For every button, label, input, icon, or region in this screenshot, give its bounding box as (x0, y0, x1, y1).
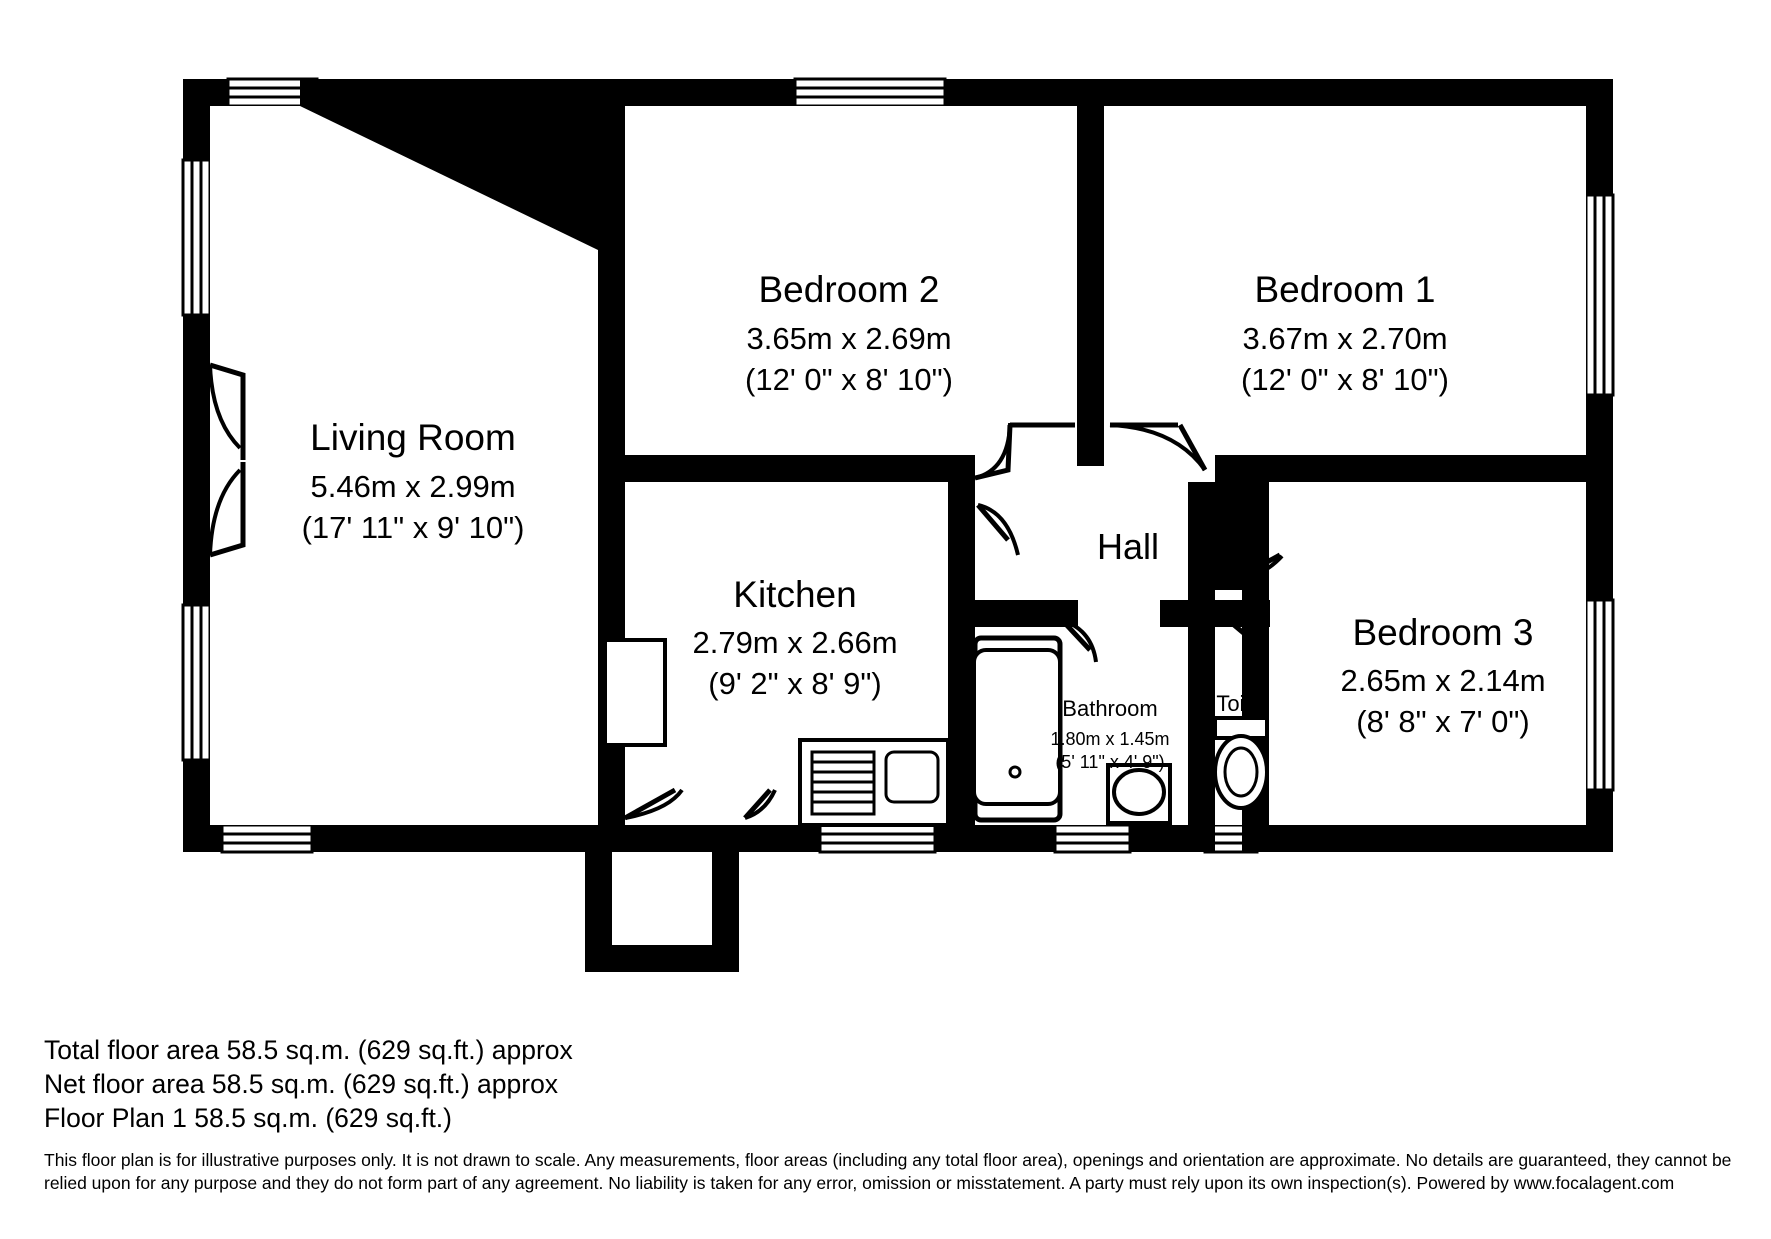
basin-icon (1108, 765, 1170, 823)
kitchen-sink-icon (800, 740, 948, 825)
bedroom-1-dim-metric: 3.67m x 2.70m (1242, 321, 1448, 356)
net-floor-area: Net floor area 58.5 sq.m. (629 sq.ft.) approx (44, 1069, 559, 1099)
bathtub-icon (974, 638, 1060, 820)
toilet-icon (1215, 718, 1267, 808)
toilet-name: Toilet (1216, 691, 1268, 716)
bedroom-1-name: Bedroom 1 (1254, 269, 1436, 310)
kitchen-name: Kitchen (733, 574, 857, 615)
kitchen-dim-imperial: (9' 2" x 8' 9") (708, 666, 882, 701)
living-kitchen-wall (598, 240, 625, 852)
total-floor-area: Total floor area 58.5 sq.m. (629 sq.ft.) approx (44, 1035, 573, 1065)
bedroom-1-dim-imperial: (12' 0" x 8' 10") (1241, 362, 1449, 397)
bedroom-3-dim-imperial: (8' 8" x 7' 0") (1356, 704, 1530, 739)
bedroom-3-dim-metric: 2.65m x 2.14m (1340, 663, 1546, 698)
living-room-dim-imperial: (17' 11" x 9' 10") (301, 510, 525, 545)
bathroom-dim-metric: 1.80m x 1.45m (1050, 729, 1170, 749)
bathroom-name: Bathroom (1062, 696, 1158, 721)
bedroom-3-name: Bedroom 3 (1352, 612, 1534, 653)
kitchen-dim-metric: 2.79m x 2.66m (692, 625, 898, 660)
living-room-name: Living Room (310, 417, 516, 458)
floor-plan-area: Floor Plan 1 58.5 sq.m. (629 sq.ft.) (44, 1103, 452, 1133)
appliance-icon (605, 640, 665, 745)
bedroom-2-dim-metric: 3.65m x 2.69m (746, 321, 952, 356)
bedroom-2-dim-imperial: (12' 0" x 8' 10") (745, 362, 953, 397)
hall-name: Hall (1096, 526, 1160, 567)
floor-area-footer (44, 1033, 1744, 1195)
living-room-dim-metric: 5.46m x 2.99m (310, 469, 516, 504)
bathroom-dim-imperial: (5' 11" x 4' 9") (1055, 752, 1165, 772)
disclaimer-text: This floor plan is for illustrative purposes only. It is not drawn to scale. Any measurements, floor areas (including any total floor area), openings and orientation are approximate. No details are guaranteed, they cannot be relied upon for any purpose and they do not form part of any agreement. No liability is taken for any error, omission or misstatement. A party must rely upon its own inspection(s). Powered by www.focalagent.com (44, 1150, 1732, 1193)
bedroom-2-name: Bedroom 2 (758, 269, 940, 310)
